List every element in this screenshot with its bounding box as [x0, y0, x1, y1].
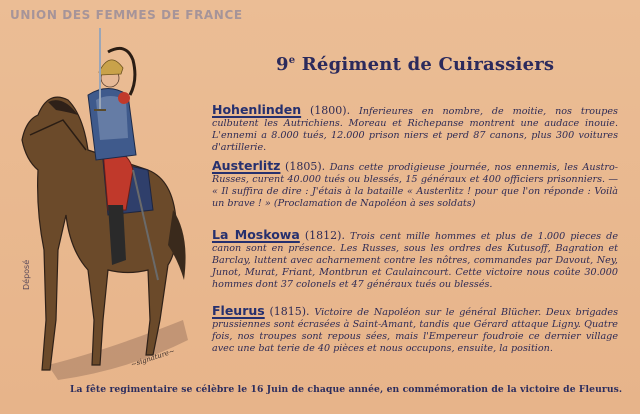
battle-name: Austerlitz	[212, 158, 281, 173]
battle-year: (1805).	[285, 160, 326, 173]
title-text: Régiment de Cuirassiers	[301, 54, 555, 75]
battle-entry	[212, 229, 618, 291]
title-ordinal: 9	[276, 54, 289, 75]
battle-description: Dans cette prodigieuse journée, nos ennemis, les Austro-Russes, curent 40.000 tués ou blessés, 15 généraux et 400 officiers prisonniers. — « Il suffira de dire : J'étais à la bataille « Austerlitz ! pour que l'on réponde : Voilà un brave ! » (Proclamation de Napoléon à ses soldats)	[212, 162, 618, 209]
battle-year: (1815).	[269, 305, 310, 318]
battle-year: (1800).	[310, 104, 351, 117]
battle-description: Victoire de Napoléon sur le général Blücher. Deux brigades prussiennes sont écrasées à Saint-Amant, tandis que Gérard attaque Ligny. Quatre fois, nos troupes sont repous sées, mais l'Empereur foudroie ce dernier village avec une bat terie de 40 pièces et nous occupons, ensuite, la position.	[212, 307, 619, 354]
battle-entry	[212, 104, 618, 154]
artist-signature-image: ~signature~	[129, 347, 176, 369]
battle-name: La Moskowa	[212, 227, 300, 242]
rider-epaulette	[118, 92, 130, 104]
battle-name: Hohenlinden	[212, 102, 302, 117]
battle-description: Trois cent mille hommes et plus de 1.000 pieces de canon sont en présence. Les Russes, sous les ordres des Kutusoff, Bagration et Barclay, luttent avec acharnement contre les nôtres, commandes par Davout, Ney, Junot, Murat, Friant, Montbrun et Caulaincourt. Cette victoire nous coûte 30.000 hommes dont 37 colonels et 47 généraux tués ou blessés.	[212, 231, 618, 290]
page-title	[276, 54, 554, 75]
cuirassier-illustration	[8, 20, 203, 385]
rider-helmet	[99, 60, 123, 75]
battle-entry	[212, 160, 618, 210]
battle-name: Fleurus	[212, 303, 265, 318]
depose-mark: Déposé	[22, 259, 31, 290]
battle-year: (1812).	[304, 229, 345, 242]
title-ordinal-suffix: e	[288, 55, 296, 66]
footer-caption: La fête regimentaire se célèbre le 16 Juin de chaque année, en commémoration de la victoire de Fleurus.	[70, 384, 623, 395]
union-stamp: UNION DES FEMMES DE FRANCE	[10, 8, 243, 22]
battle-description: Inferieures en nombre, de moitie, nos troupes culbutent les Autrichiens. Moreau et Richepanse montrent une audace inouie. L'ennemi a 8.000 tués, 12.000 prison niers et perd 87 canons, plus 300 voitures d'artillerie.	[212, 106, 618, 153]
battle-entry	[212, 305, 618, 355]
